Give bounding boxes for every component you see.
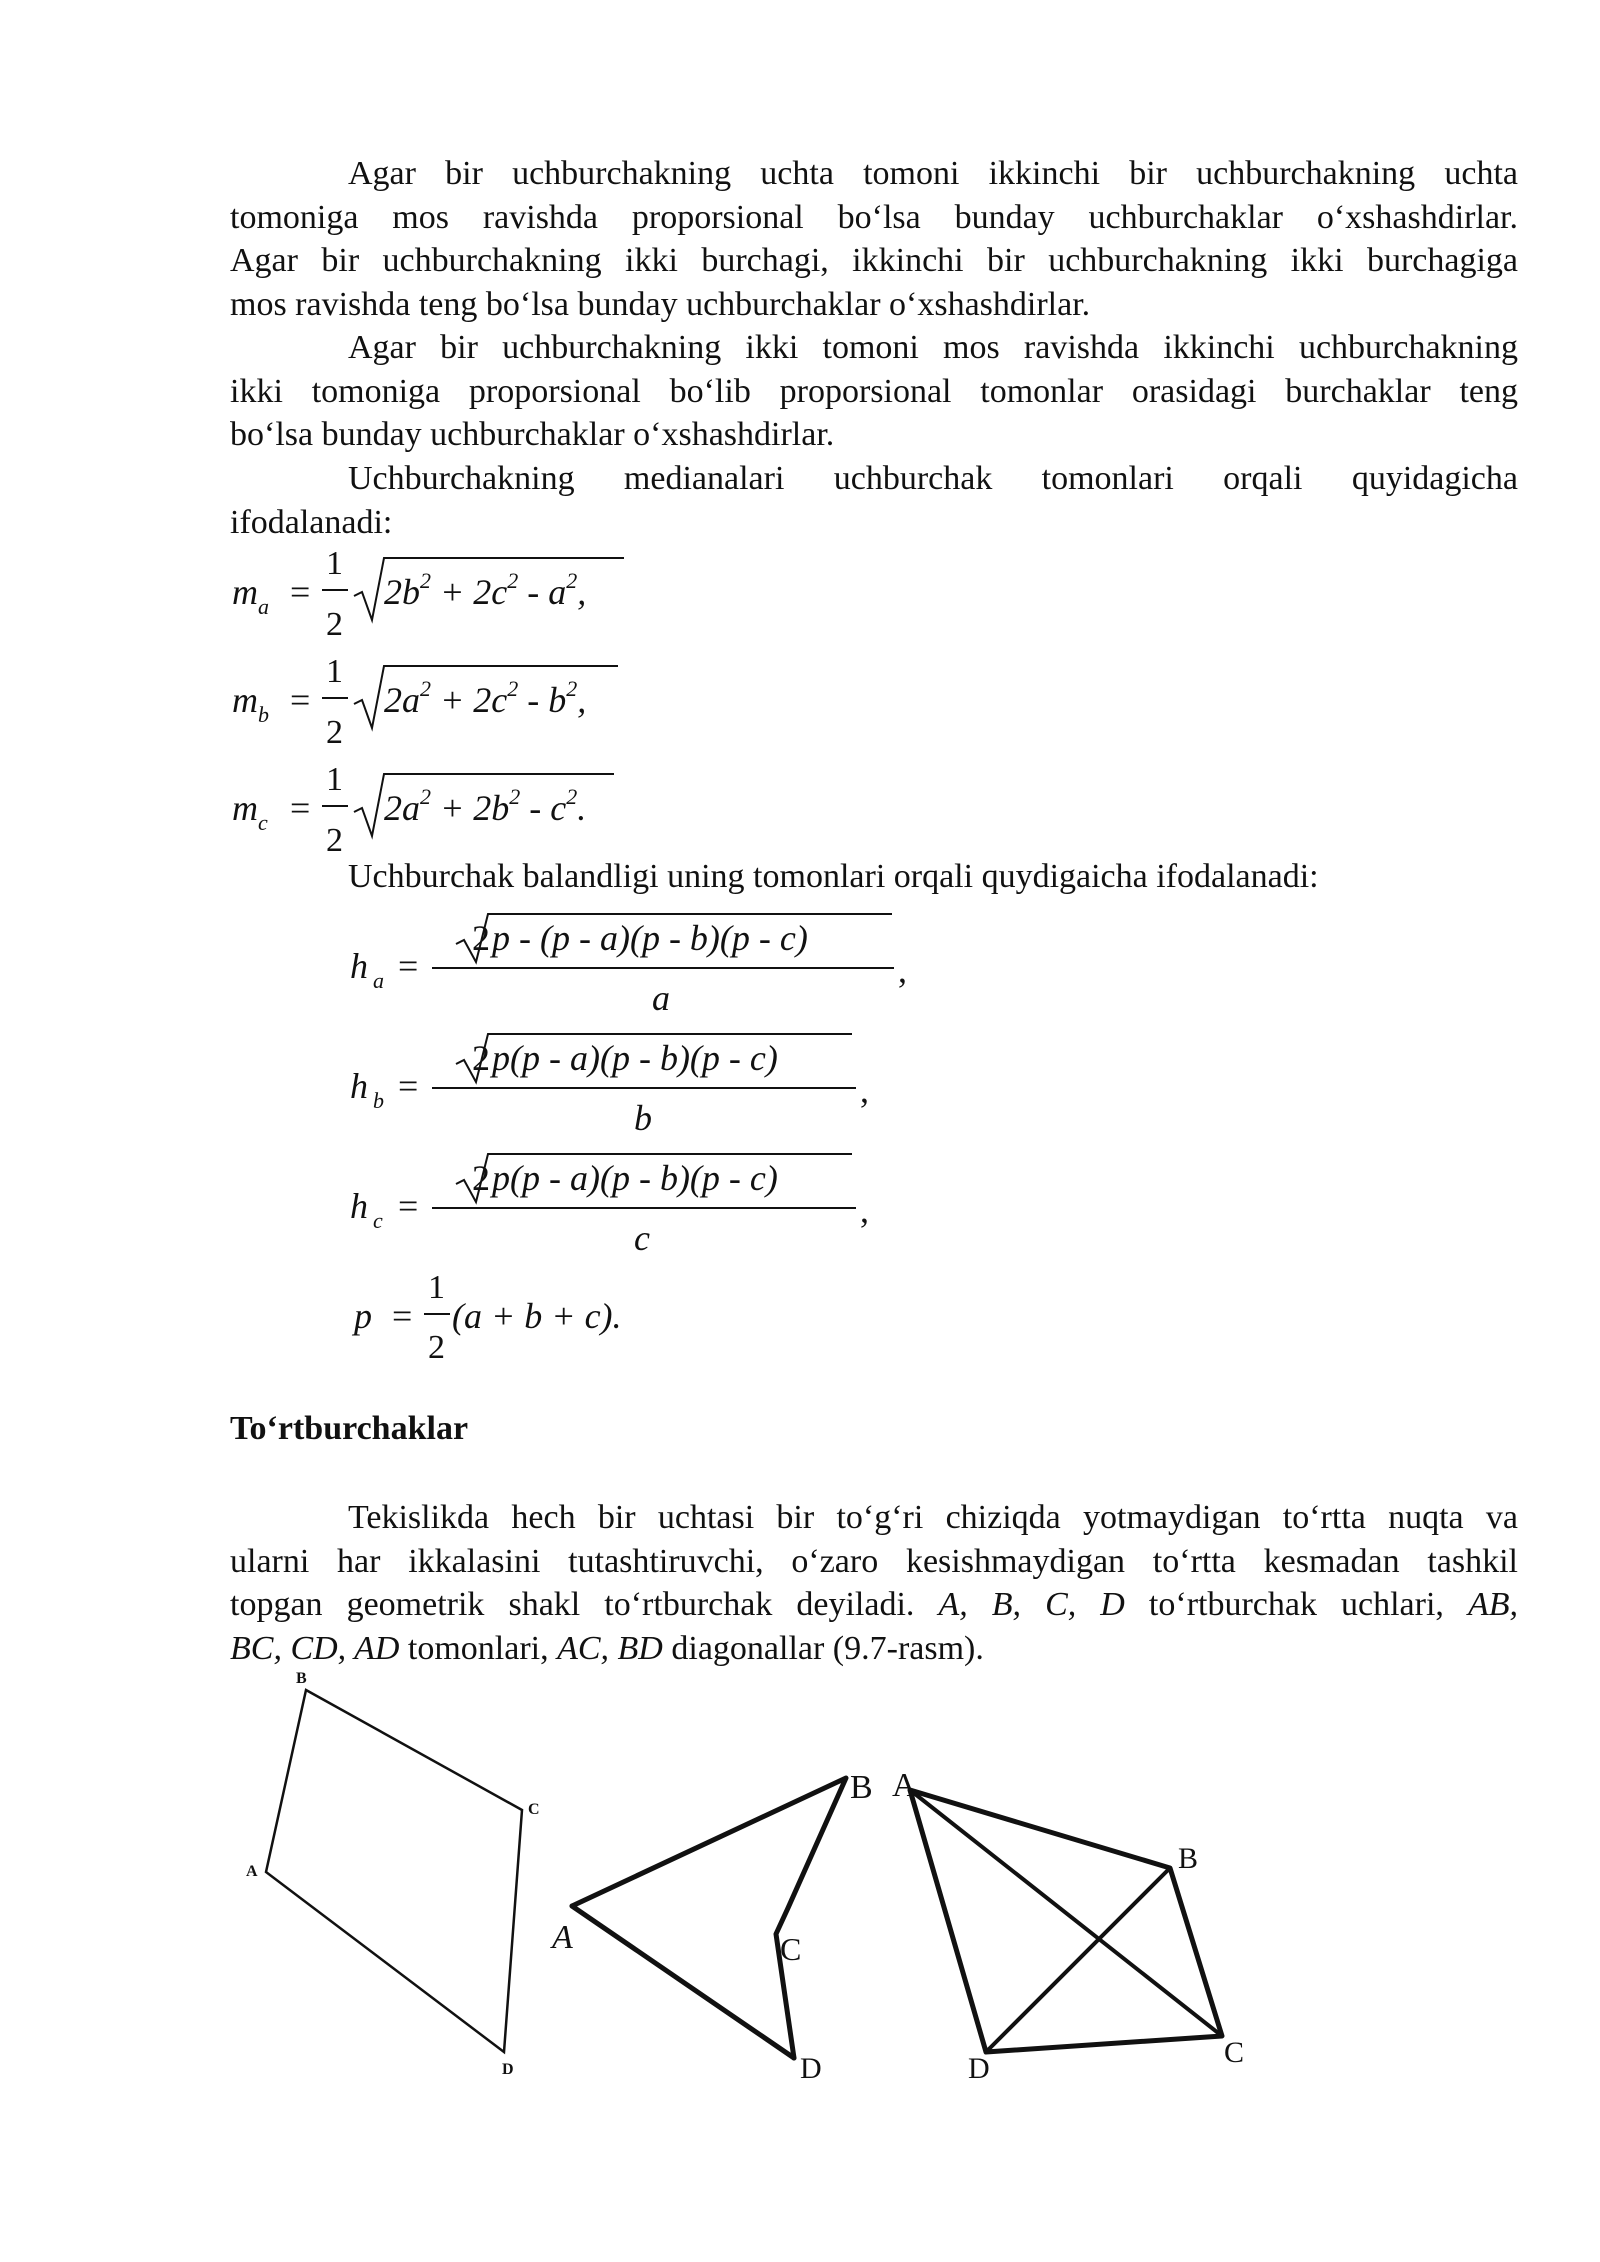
vertex-label: C — [1224, 2036, 1245, 2069]
height-formula-c — [350, 1154, 869, 1258]
height-subscript: b — [373, 1088, 384, 1113]
radicand: p - (p - a)(p - b)(p - c) — [492, 918, 808, 958]
radicand: p(p - a)(p - b)(p - c) — [492, 1038, 778, 1078]
vertex-label: D — [502, 2061, 514, 2078]
text-line: tomoniga mos ravishda proporsional bo‘lsa bunday uchburchaklar o‘xshashdirlar. — [230, 198, 1518, 236]
svg-text:1: 1 — [428, 1269, 445, 1306]
radicand: $2a^2 + 2c^2 - b^2$, — [384, 676, 587, 720]
paragraph-similarity-sss — [230, 152, 1518, 326]
text-line: Agar bir uchburchakning ikki tomoni mos ravishda ikkinchi uchburchakning — [348, 329, 1518, 366]
vertex-label: D — [800, 2052, 822, 2080]
fraction-numerator: 1 — [326, 653, 343, 690]
fraction-denominator: c — [634, 1218, 650, 1258]
svg-text:=: = — [398, 1066, 419, 1106]
text-line: ikki tomoniga proporsional bo‘lib proporsional tomonlar orasidagi burchaklar teng — [230, 372, 1518, 410]
radicand: $2b^2 + 2c^2 - a^2$, — [384, 568, 587, 612]
text-line: bo‘lsa bunday uchburchaklar o‘xshashdirlar. — [230, 416, 835, 453]
height-coefficient: 2 — [472, 1158, 490, 1198]
median-formula-a — [232, 545, 624, 643]
median-formula-c — [232, 761, 614, 859]
text-line: topgan geometrik shakl to‘rtburchak deyiladi. A, B, C, D to‘rtburchak uchlari, AB, — [230, 1586, 1518, 1623]
vertex-label: A — [246, 1863, 258, 1880]
fraction-denominator: 2 — [326, 714, 343, 751]
text-line: ifodalanadi: — [230, 503, 393, 541]
svg-text:=: = — [290, 572, 311, 612]
svg-text:(a + b + c).: (a + b + c). — [452, 1296, 622, 1336]
svg-text:,: , — [898, 950, 907, 990]
height-formula-a — [350, 914, 907, 1018]
semiperimeter-formula — [351, 1269, 622, 1366]
vertex-label: B — [850, 1769, 873, 1806]
paragraph-similarity-sas — [230, 326, 1518, 457]
radicand: p(p - a)(p - b)(p - c) — [492, 1158, 778, 1198]
paragraph-quadrilateral-definition — [230, 1496, 1518, 1670]
height-subscript: a — [373, 968, 384, 993]
height-symbol: h — [350, 1066, 368, 1106]
text-line: Tekislikda hech bir uchtasi bir to‘g‘ri chiziqda yotmaydigan to‘rtta nuqta va — [348, 1499, 1518, 1536]
paragraph-medians-intro — [230, 457, 1518, 544]
fraction-denominator: 2 — [326, 822, 343, 859]
median-formula-b — [232, 653, 618, 751]
svg-text:=: = — [290, 680, 311, 720]
height-symbol: h — [350, 946, 368, 986]
svg-text:=: = — [398, 946, 419, 986]
vertex-label: A — [552, 1919, 573, 1956]
figure-concave-quadrilateral — [550, 1769, 873, 2080]
svg-text:=: = — [392, 1296, 413, 1336]
svg-text:2: 2 — [428, 1329, 445, 1366]
median-subscript: b — [258, 702, 269, 727]
semiperimeter-symbol: p — [354, 1296, 372, 1336]
svg-text:,: , — [860, 1070, 869, 1110]
fraction-denominator: 2 — [326, 606, 343, 643]
radicand: $2a^2 + 2b^2 - c^2$. — [384, 784, 587, 828]
fraction-denominator: b — [634, 1098, 652, 1138]
heights-intro: Uchburchak balandligi uning tomonlari orqali quydigaicha ifodalanadi: — [348, 858, 1319, 895]
text-line: Agar bir uchburchakning ikki burchagi, ikkinchi bir uchburchakning ikki burchagiga — [230, 242, 1518, 279]
svg-text:=: = — [398, 1186, 419, 1226]
vertex-label: B — [1178, 1842, 1199, 1875]
vertex-label: B — [296, 1670, 307, 1687]
svg-text:,: , — [860, 1190, 869, 1230]
fraction-numerator: 1 — [326, 545, 343, 582]
median-subscript: a — [258, 594, 269, 619]
median-symbol: m — [232, 788, 258, 828]
figure-convex-quadrilateral-diagonals — [892, 1767, 1244, 2080]
text-line: Uchburchakning medianalari uchburchak tomonlari orqali quyidagicha — [348, 460, 1518, 497]
height-symbol: h — [350, 1186, 368, 1226]
text-line: BC, CD, AD tomonlari, AC, BD diagonallar (9.7-rasm). — [230, 1629, 984, 1667]
text-line: Agar bir uchburchakning uchta tomoni ikkinchi bir uchburchakning uchta — [348, 155, 1518, 192]
vertex-label: D — [968, 2052, 990, 2080]
figure-parallelogram — [246, 1670, 540, 2078]
svg-text:=: = — [290, 788, 311, 828]
fraction-denominator: a — [652, 978, 670, 1018]
vertex-label: A — [892, 1767, 917, 1804]
fraction-numerator: 1 — [326, 761, 343, 798]
height-subscript: c — [373, 1208, 383, 1233]
text-line: ularni har ikkalasini tutashtiruvchi, o‘zaro kesishmaydigan to‘rtta kesmadan tashkil — [230, 1542, 1518, 1580]
figure-9-7 — [0, 1660, 1600, 2080]
median-symbol: m — [232, 680, 258, 720]
vertex-label: C — [780, 1931, 802, 1967]
text-line: mos ravishda teng bo‘lsa bunday uchburchaklar o‘xshashdirlar. — [230, 285, 1091, 323]
height-coefficient: 2 — [472, 918, 490, 958]
height-coefficient: 2 — [472, 1038, 490, 1078]
height-formula-b — [350, 1034, 869, 1138]
median-subscript: c — [258, 810, 268, 835]
median-symbol: m — [232, 572, 258, 612]
vertex-label: C — [528, 1801, 540, 1818]
section-heading: To‘rtburchaklar — [230, 1410, 469, 1447]
